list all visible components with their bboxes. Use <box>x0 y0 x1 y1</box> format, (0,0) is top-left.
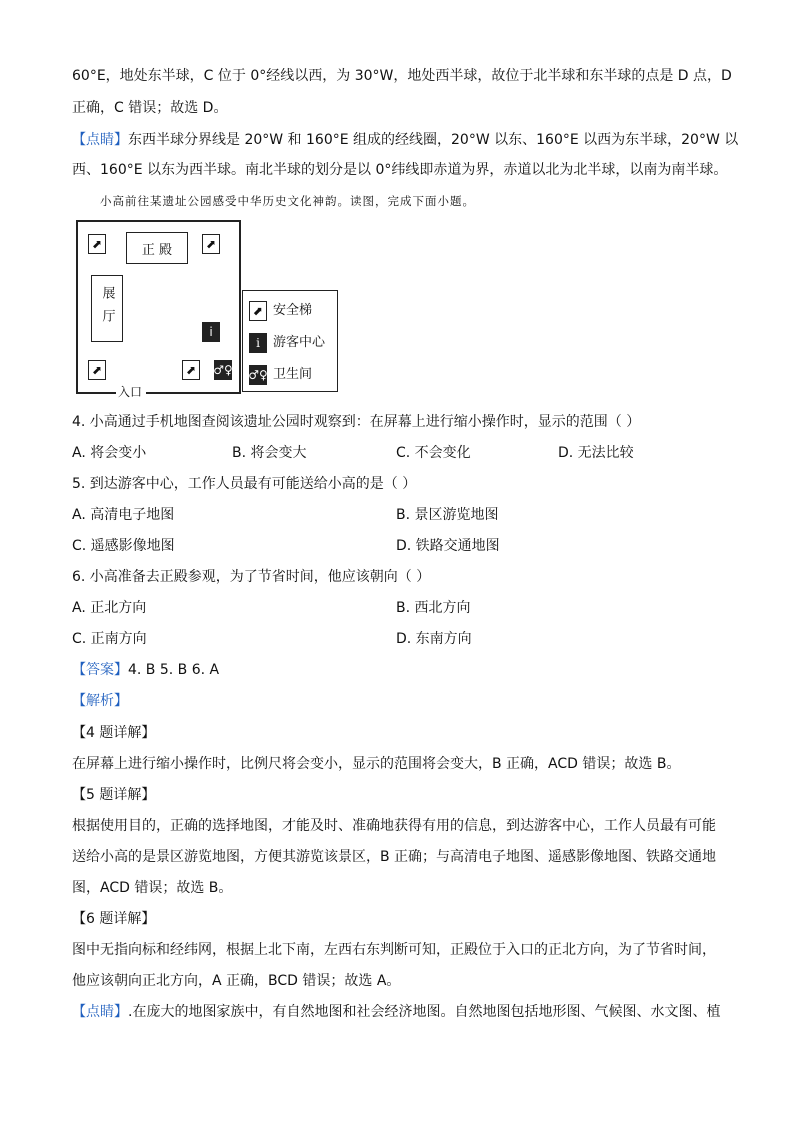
toilet-icon: ♂♀ <box>214 360 232 380</box>
q5-stem: 5. 到达游客中心，工作人员最有可能送给小高的是（ ） <box>72 476 417 492</box>
q5-option-a: A. 高清电子地图 <box>72 507 175 523</box>
intro-line-2: 正确，C 错误；故选 D。 <box>72 100 228 116</box>
info-icon: i <box>202 322 220 342</box>
q5-option-c: C. 遥感影像地图 <box>72 538 175 554</box>
legend-item <box>249 331 325 353</box>
exhibit-hall: 展厅 <box>91 275 123 342</box>
map-wall <box>146 392 241 394</box>
q4-option-d: D. 无法比较 <box>558 445 634 461</box>
d6-line-2: 他应该朝向正北方向，A 正确，BCD 错误；故选 A。 <box>72 973 401 989</box>
stairs-icon: ⬈ <box>249 301 267 321</box>
answer-line <box>72 660 219 680</box>
tip2-tag: 【点睛】 <box>72 1004 128 1020</box>
q4-option-b: B. 将会变大 <box>232 445 307 461</box>
q6-option-d: D. 东南方向 <box>396 631 472 647</box>
answer-tag: 【答案】 <box>72 662 128 678</box>
park-map <box>76 220 341 399</box>
tip-text-1: 东西半球分界线是 20°W 和 160°E 组成的经线圈，20°W 以东、160°E 以西为东半球，20°W 以 <box>128 132 739 148</box>
tip2-line <box>72 1002 720 1022</box>
d4-tag: 【4 题详解】 <box>72 725 156 741</box>
info-icon: i <box>249 333 267 353</box>
q6-option-a: A. 正北方向 <box>72 600 147 616</box>
answer-text: 4. B 5. B 6. A <box>128 662 220 678</box>
tip-tag: 【点睛】 <box>72 132 128 148</box>
q4-option-a: A. 将会变小 <box>72 445 147 461</box>
stairs-icon: ⬈ <box>182 360 200 380</box>
map-legend <box>242 290 338 392</box>
d5-tag: 【5 题详解】 <box>72 787 156 803</box>
tip2-text: .在庞大的地图家族中，有自然地图和社会经济地图。自然地图包括地形图、气候图、水文图、植 <box>128 1004 721 1020</box>
toilet-icon: ♂♀ <box>249 365 267 385</box>
legend-label: 安全梯 <box>273 303 313 318</box>
legend-label: 卫生间 <box>273 367 313 382</box>
tip-line-2: 西、160°E 以东为西半球。南北半球的划分是以 0°纬线即赤道为界，赤道以北为北半球，以南为南半球。 <box>72 162 728 178</box>
d5-line-2: 送给小高的是景区游览地图，方便其游览该景区，B 正确；与高清电子地图、遥感影像地图、铁路交通地 <box>72 849 717 865</box>
d6-line-1: 图中无指向标和经纬网，根据上北下南，左西右东判断可知，正殿位于入口的正北方向，为了节省时间， <box>72 942 716 958</box>
stairs-icon: ⬈ <box>202 234 220 254</box>
stairs-icon: ⬈ <box>88 234 106 254</box>
map-wall <box>76 392 116 394</box>
intro-line-1: 60°E，地处东半球，C 位于 0°经线以西，为 30°W，地处西半球，故位于北半球和东半球的点是 D 点，D <box>72 68 732 84</box>
q6-option-b: B. 西北方向 <box>396 600 471 616</box>
q5-option-b: B. 景区游览地图 <box>396 507 499 523</box>
q6-stem: 6. 小高准备去正殿参观，为了节省时间，他应该朝向（ ） <box>72 569 431 585</box>
stairs-icon: ⬈ <box>88 360 106 380</box>
legend-item <box>249 363 312 385</box>
tip-line-1 <box>72 130 738 150</box>
map-entrance-label: 入口 <box>118 385 143 399</box>
question-intro: 小高前往某遗址公园感受中华历史文化神韵。读图，完成下面小题。 <box>100 194 475 208</box>
q4-stem: 4. 小高通过手机地图查阅该遗址公园时观察到：在屏幕上进行缩小操作时，显示的范围（ ） <box>72 414 641 430</box>
d6-tag: 【6 题详解】 <box>72 911 156 927</box>
legend-label: 游客中心 <box>273 335 326 350</box>
q4-option-c: C. 不会变化 <box>396 445 471 461</box>
legend-item <box>249 299 312 321</box>
d5-line-3: 图，ACD 错误；故选 B。 <box>72 880 233 896</box>
q6-option-c: C. 正南方向 <box>72 631 147 647</box>
analysis-tag: 【解析】 <box>72 693 128 709</box>
q5-option-d: D. 铁路交通地图 <box>396 538 500 554</box>
main-hall: 正 殿 <box>126 232 188 264</box>
d4-text: 在屏幕上进行缩小操作时，比例尺将会变小，显示的范围将会变大，B 正确，ACD 错误；故选 B。 <box>72 756 681 772</box>
d5-line-1: 根据使用目的，正确的选择地图，才能及时、准确地获得有用的信息，到达游客中心，工作人员最有可能 <box>72 818 716 834</box>
